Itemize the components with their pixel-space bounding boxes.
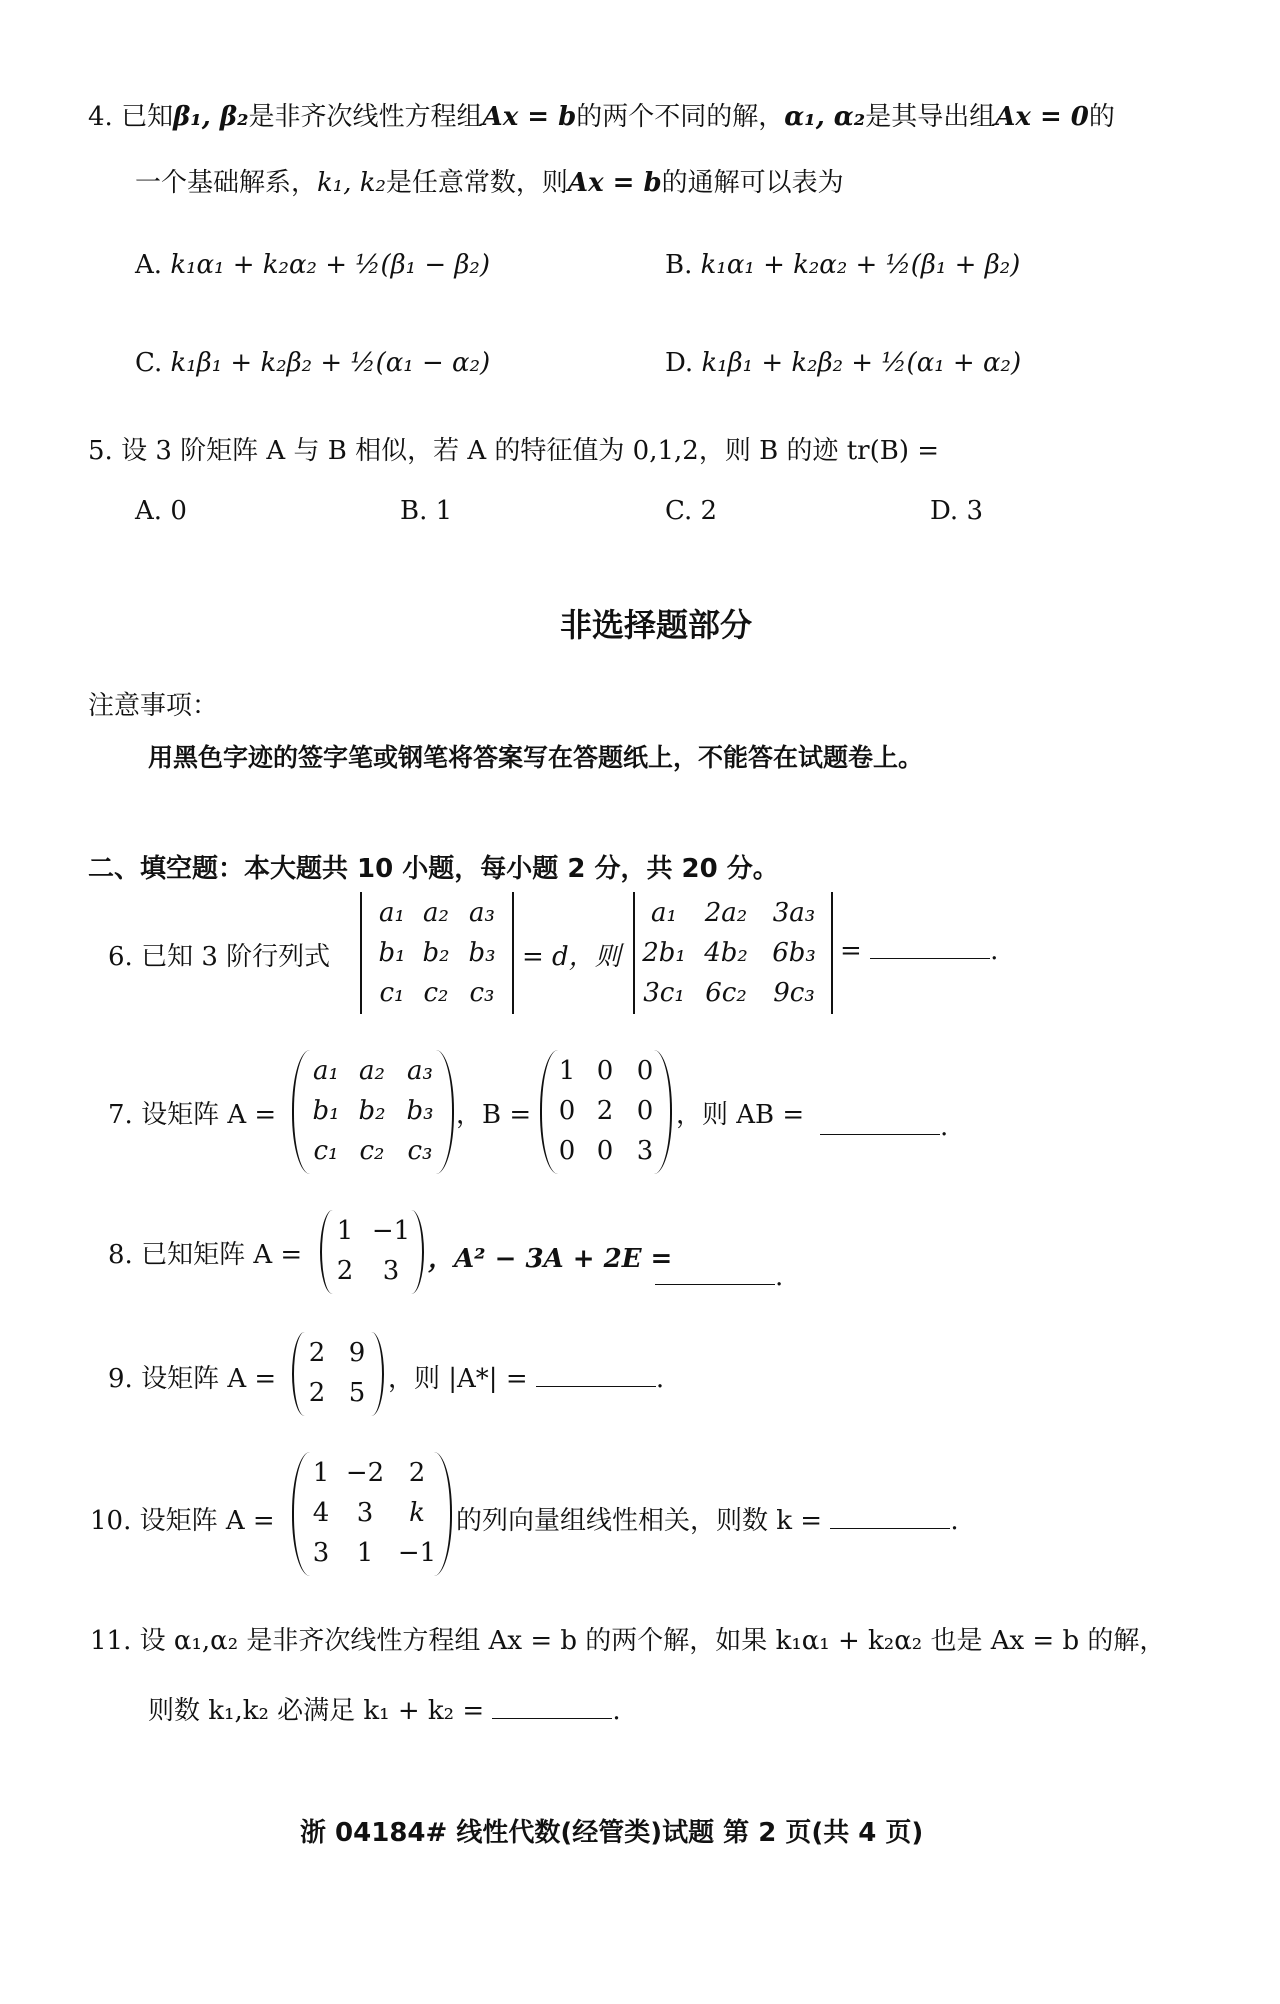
q9-post: ，则 |A*| = . xyxy=(388,1364,665,1394)
q10-pre: 10. 设矩阵 A = xyxy=(90,1506,275,1536)
q5-option-b[interactable]: B. 1 xyxy=(400,496,453,526)
q10-answer-blank[interactable] xyxy=(830,1528,950,1529)
q5-text: 设 3 阶矩阵 A 与 B 相似，若 A 的特征值为 0,1,2，则 B 的迹 tr(B) = xyxy=(121,436,940,466)
q7-answer-blank[interactable] xyxy=(820,1134,940,1135)
q4-option-d[interactable]: D. k₁β₁ + k₂β₂ + ½(α₁ + α₂) xyxy=(665,348,1022,378)
q5-option-d[interactable]: D. 3 xyxy=(930,496,983,526)
q9-answer-blank[interactable] xyxy=(536,1386,656,1387)
q4-option-b[interactable]: B. k₁α₁ + k₂α₂ + ½(β₁ + β₂) xyxy=(665,250,1021,280)
q9-pre: 9. 设矩阵 A = xyxy=(108,1364,277,1394)
q10-post: 的列向量组线性相关，则数 k = . xyxy=(456,1506,959,1536)
q8-post: ，A² − 3A + 2E = xyxy=(428,1244,673,1274)
notice-text: 用黑色字迹的签字笔或钢笔将答案写在答题纸上，不能答在试题卷上。 xyxy=(148,743,924,772)
q4-option-c-expr: k₁β₁ + k₂β₂ + ½(α₁ − α₂) xyxy=(170,348,491,378)
q5-number: 5. xyxy=(88,436,113,466)
q6-answer-blank[interactable] xyxy=(870,958,990,959)
section2-title: 二、填空题：本大题共 10 小题，每小题 2 分，共 20 分。 xyxy=(88,854,779,884)
q6-mid: = d，则 xyxy=(522,942,621,972)
q4-option-b-expr: k₁α₁ + k₂α₂ + ½(β₁ + β₂) xyxy=(700,250,1021,280)
q7-pre: 7. 设矩阵 A = xyxy=(108,1100,277,1130)
q4-line1: 4. 已知β₁, β₂是非齐次线性方程组Ax = b的两个不同的解，α₁, α₂是其导出组Ax = 0的 xyxy=(88,102,1115,132)
page-footer: 浙 04184# 线性代数(经管类)试题 第 2 页(共 4 页) xyxy=(300,1818,924,1848)
q11-answer-blank[interactable] xyxy=(492,1718,612,1719)
q7-mid: ，B = xyxy=(456,1100,532,1130)
q5-option-c[interactable]: C. 2 xyxy=(665,496,718,526)
q4-option-d-expr: k₁β₁ + k₂β₂ + ½(α₁ + α₂) xyxy=(701,348,1022,378)
q4-option-a[interactable]: A. k₁α₁ + k₂α₂ + ½(β₁ − β₂) xyxy=(135,250,490,280)
notice-title: 注意事项： xyxy=(88,691,219,721)
q5-option-a[interactable]: A. 0 xyxy=(135,496,187,526)
q8-answer: . xyxy=(655,1262,783,1292)
q4-option-a-expr: k₁α₁ + k₂α₂ + ½(β₁ − β₂) xyxy=(170,250,490,280)
q4-option-c[interactable]: C. k₁β₁ + k₂β₂ + ½(α₁ − α₂) xyxy=(135,348,491,378)
q7-answer: . xyxy=(820,1112,948,1142)
part-title: 非选择题部分 xyxy=(560,606,753,644)
q11-line1: 11. 设 α₁,α₂ 是非齐次线性方程组 Ax = b 的两个解，如果 k₁α₁ + k₂α₂ 也是 Ax = b 的解， xyxy=(90,1626,1166,1656)
q4-number: 4. xyxy=(88,102,113,132)
q7-post: ，则 AB = xyxy=(676,1100,805,1130)
q8-pre: 8. 已知矩阵 A = xyxy=(108,1240,303,1270)
q6-post: = . xyxy=(840,936,999,966)
q4-line2: 一个基础解系，k₁, k₂是任意常数，则Ax = b的通解可以表为 xyxy=(135,168,844,198)
q6-pre: 6. 已知 3 阶行列式 xyxy=(108,942,331,972)
q8-answer-blank[interactable] xyxy=(655,1284,775,1285)
q5-line xyxy=(88,430,939,467)
q11-line2: 则数 k₁,k₂ 必满足 k₁ + k₂ = . xyxy=(148,1696,621,1726)
